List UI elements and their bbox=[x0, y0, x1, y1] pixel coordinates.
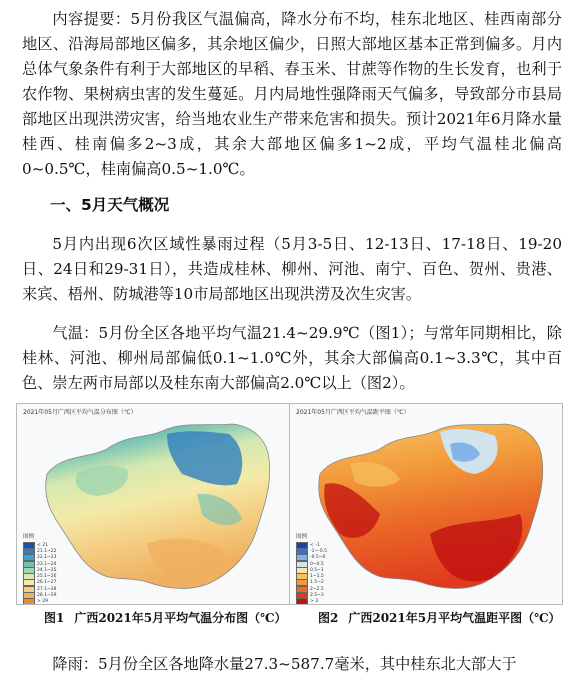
rainfall-paragraph: 降雨：5月份全区各地降水量27.3~587.7毫米，其中桂东北大部大于 bbox=[52, 655, 517, 673]
figure-1-legend-label: < 21 bbox=[37, 542, 48, 548]
figure-2-legend-label: > 3 bbox=[310, 599, 319, 605]
figure-2-legend-swatch bbox=[296, 598, 308, 605]
figure-1-legend-swatch bbox=[23, 598, 35, 605]
figure-1-legend-label: 27.1~28 bbox=[37, 586, 57, 592]
figure-2-legend-title: 图例 bbox=[296, 534, 308, 540]
figure-1-legend-label: 28.1~29 bbox=[37, 593, 57, 599]
figure-1-legend-label: 21.1~22 bbox=[37, 548, 57, 554]
figure-1-legend bbox=[23, 532, 63, 605]
temperature-paragraph: 气温：5月份全区各地平均气温21.4~29.9℃（图1）；与常年同期相比，除桂林、河池、柳州局部偏低0.1~1.0℃外，其余大部偏高0.1~3.3℃，其中百色、崇左两市局部以及桂东南大部偏高2.0℃以上（图2）。 bbox=[22, 324, 562, 392]
figure-1-map-title: 2021年05月广西区平均气温分布图（℃） bbox=[23, 409, 137, 416]
figure-1-legend-label: 26.1~27 bbox=[37, 580, 57, 586]
figure-2-caption-number: 图2 bbox=[318, 611, 339, 625]
figure-1-legend-label: > 29 bbox=[37, 599, 48, 605]
figure-2-caption-text: 广西2021年5月平均气温距平图（℃） bbox=[348, 611, 561, 625]
figure-2-legend-label: < -1 bbox=[310, 542, 320, 548]
figure-1-map bbox=[16, 403, 290, 605]
figure-2-map bbox=[289, 403, 563, 605]
figure-2-legend-label: 2~2.5 bbox=[310, 586, 324, 592]
figure-2-caption bbox=[318, 609, 561, 626]
figure-1-legend-label: 25.1~26 bbox=[37, 574, 57, 580]
figure-2-legend-label: 0.5~1 bbox=[310, 567, 324, 573]
figure-1-legend-title: 图例 bbox=[23, 534, 35, 540]
figure-2-legend-label: 1.5~2 bbox=[310, 580, 324, 586]
figure-2-map-title: 2021年05月广西区平均气温距平图（℃） bbox=[296, 409, 410, 416]
figure-2-legend-item bbox=[296, 599, 336, 605]
section-heading: 一、5月天气概况 bbox=[50, 196, 170, 214]
figure-2-legend-label: 0~0.5 bbox=[310, 561, 324, 567]
figure-1-caption-number: 图1 bbox=[44, 611, 65, 625]
figure-1-legend-item bbox=[23, 599, 63, 605]
figure-1-caption bbox=[44, 609, 287, 626]
figure-2-legend-label: 1~1.5 bbox=[310, 574, 324, 580]
figure-1-legend-label: 24.1~25 bbox=[37, 567, 57, 573]
rain-events-paragraph: 5月内出现6次区域性暴雨过程（5月3-5日、12-13日、17-18日、19-20日、24日和29-31日），共造成桂林、柳州、河池、南宁、百色、贺州、贵港、来宾、梧州、防城港等10市局部地区出现洪涝及次生灾害。 bbox=[22, 235, 562, 303]
summary-paragraph: 内容提要：5月份我区气温偏高，降水分布不均，桂东北地区、桂西南部分地区、沿海局部地区偏多，其余地区偏少，日照大部地区基本正常到偏多。月内总体气象条件有利于大部地区的早稻、春玉米、甘蔗等作物的生长发育，也利于农作物、果树病虫害的发生蔓延。月内局地性强降雨天气偏多，导致部分市县局部地区出现洪涝灾害，给当地农业生产带来危害和损失。预计2021年6月降水量桂西、桂南偏多2~3成，其余大部地区偏多1~2成，平均气温桂北偏高0~0.5℃，桂南偏高0.5~1.0℃。 bbox=[22, 10, 562, 178]
figure-1-legend-label: 23.1~24 bbox=[37, 561, 57, 567]
figure-1-legend-label: 22.1~23 bbox=[37, 555, 57, 561]
figure-2-legend-label: -0.5~0 bbox=[310, 555, 326, 561]
figure-1-caption-text: 广西2021年5月平均气温分布图（℃） bbox=[74, 611, 287, 625]
figure-2-legend-label: -1~-0.5 bbox=[310, 548, 328, 554]
figure-2-legend-label: 2.5~3 bbox=[310, 593, 324, 599]
figure-2-legend bbox=[296, 532, 336, 605]
